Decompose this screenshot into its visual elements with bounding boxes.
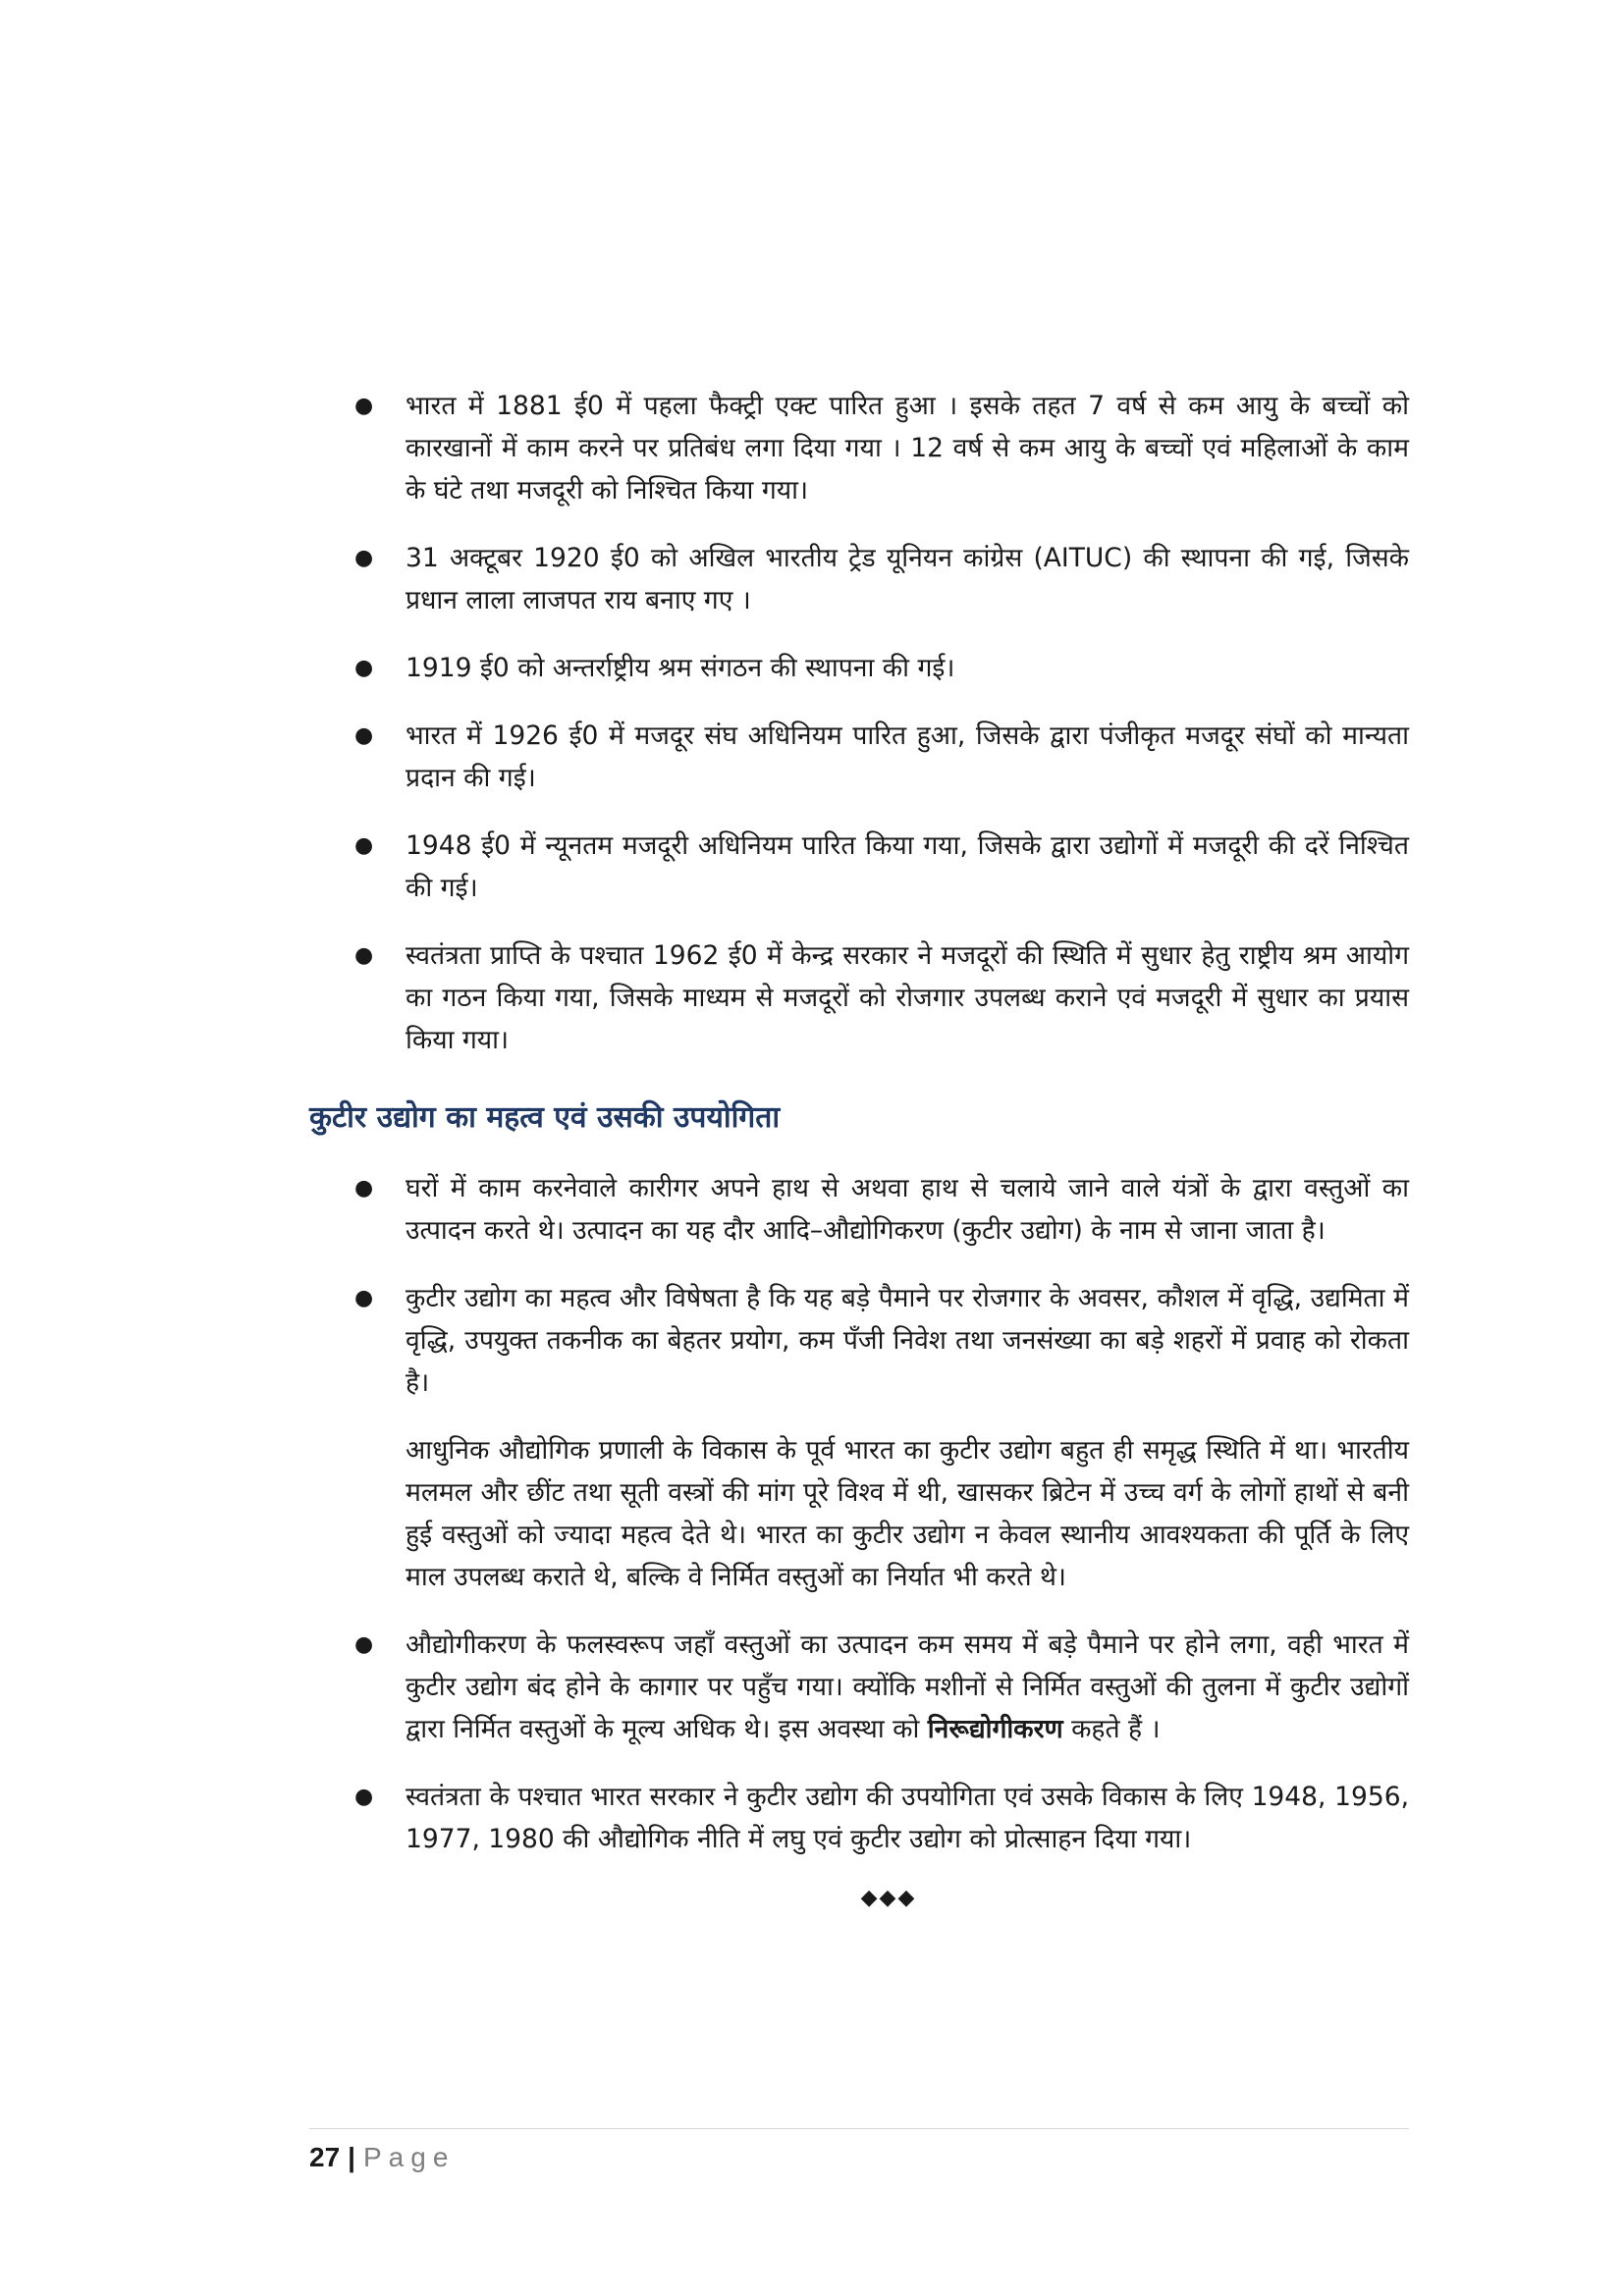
cottage-industry-list bbox=[309, 1167, 1409, 1860]
bullet-icon: ● bbox=[354, 546, 374, 570]
section-separator: ◆◆◆ bbox=[860, 1886, 917, 1910]
labour-law-list bbox=[309, 385, 1409, 1061]
key-term: निरूद्योगीकरण bbox=[927, 1714, 1063, 1744]
list-item: ● स्वतंत्रता प्राप्ति के पश्चात 1962 ई0 में केन्द्र सरकार ने मजदूरों की स्थिति में सुधार हेतु राष्ट्रीय श्रम आयोग का गठन किया गया, जिसके माध्यम से मजदूरों को रोजगार उपलब्ध कराने एवं मजदूरी में सुधार का प्रयास किया गया। bbox=[309, 934, 1409, 1061]
list-item: ● 1919 ई0 को अन्तर्राष्ट्रीय श्रम संगठन की स्थापना की गई। bbox=[309, 647, 1409, 689]
list-item: ● कुटीर उद्योग का महत्व और विषेषता है कि यह बड़े पैमाने पर रोजगार के अवसर, कौशल में वृद्धि, उद्यमिता में वृद्धि, उपयुक्त तकनीक का बेहतर प्रयोग, कम पँजी निवेश तथा जनसंख्या का बड़े शहरों में प्रवाह को रोकता है। आधुनिक औद्योगिक प्रणाली के विकास के पूर्व भारत का कुटीर उद्योग बहुत ही समृद्ध स्थिति में था। भारतीय मलमल और छींट तथा सूती वस्त्रों की मांग पूरे विश्व में थी, खासकर ब्रिटेन में उच्च वर्ग के लोगों हाथों से बनी हुई वस्तुओं को ज्यादा महत्व देते थे। भारत का कुटीर उद्योग न केवल स्थानीय आवश्यकता की पूर्ति के लिए माल उपलब्ध कराते थे, बल्कि वे निर्मित वस्तुओं का निर्यात भी करते थे। bbox=[309, 1277, 1409, 1598]
list-item: ● औद्योगीकरण के फलस्वरूप जहाँ वस्तुओं का उत्पादन कम समय में बड़े पैमाने पर होने लगा, वही भारत में कुटीर उद्योग बंद होने के कागार पर पहुँच गया। क्योंकि मशीनों से निर्मित वस्तुओं की तुलना में कुटीर उद्योगों द्वारा निर्मित वस्तुओं के मूल्य अधिक थे। इस अवस्था को निरूद्योगीकरण कहते हैं । bbox=[309, 1624, 1409, 1750]
list-item: ● भारत में 1926 ई0 में मजदूर संघ अधिनियम पारित हुआ, जिसके द्वारा पंजीकृत मजदूर संघों को मान्यता प्रदान की गई। bbox=[309, 715, 1409, 799]
page-number: 27 bbox=[309, 2142, 341, 2172]
bullet-icon: ● bbox=[354, 1176, 374, 1201]
bullet-icon: ● bbox=[354, 723, 374, 748]
bullet-icon: ● bbox=[354, 394, 374, 418]
bullet-icon: ● bbox=[354, 1632, 374, 1657]
footer-divider bbox=[309, 2128, 1409, 2129]
list-item: ● भारत में 1881 ई0 में पहला फैक्ट्री एक्ट पारित हुआ । इसके तहत 7 वर्ष से कम आयु के बच्चों को कारखानों में काम करने पर प्रतिबंध लगा दिया गया । 12 वर्ष से कम आयु के बच्चों एवं महिलाओं के काम के घंटे तथा मजदूरी को निश्चित किया गया। bbox=[309, 385, 1409, 511]
page-footer bbox=[309, 2140, 455, 2175]
section-heading: कुटीर उद्योग का महत्व एवं उसकी उपयोगिता bbox=[309, 1100, 781, 1135]
list-item: ● 1948 ई0 में न्यूनतम मजदूरी अधिनियम पारित किया गया, जिसके द्वारा उद्योगों में मजदूरी की दरें निश्चित की गई। bbox=[309, 825, 1409, 909]
bullet-icon: ● bbox=[354, 1785, 374, 1809]
page-label: Page bbox=[363, 2142, 456, 2172]
list-item: ● घरों में काम करनेवाले कारीगर अपने हाथ से अथवा हाथ से चलाये जाने वाले यंत्रों के द्वारा वस्तुओं का उत्पादन करते थे। उत्पादन का यह दौर आदि–औद्योगिकरण (कुटीर उद्योग) के नाम से जाना जाता है। bbox=[309, 1167, 1409, 1252]
list-item: ● 31 अक्टूबर 1920 ई0 को अखिल भारतीय ट्रेड यूनियन कांग्रेस (AITUC) की स्थापना की गई, जिसके प्रधान लाला लाजपत राय बनाए गए । bbox=[309, 537, 1409, 621]
bullet-icon: ● bbox=[354, 833, 374, 858]
body-paragraph: आधुनिक औद्योगिक प्रणाली के विकास के पूर्व भारत का कुटीर उद्योग बहुत ही समृद्ध स्थिति में था। भारतीय मलमल और छींट तथा सूती वस्त्रों की मांग पूरे विश्व में थी, खासकर ब्रिटेन में उच्च वर्ग के लोगों हाथों से बनी हुई वस्तुओं को ज्यादा महत्व देते थे। भारत का कुटीर उद्योग न केवल स्थानीय आवश्यकता की पूर्ति के लिए माल उपलब्ध कराते थे, बल्कि वे निर्मित वस्तुओं का निर्यात भी करते थे। bbox=[406, 1435, 1409, 1592]
bullet-icon: ● bbox=[354, 1286, 374, 1310]
page-content bbox=[309, 385, 1409, 1910]
bullet-icon: ● bbox=[354, 943, 374, 968]
footer-separator: | bbox=[348, 2142, 355, 2172]
list-item: ● स्वतंत्रता के पश्चात भारत सरकार ने कुटीर उद्योग की उपयोगिता एवं उसके विकास के लिए 1948, 1956, 1977, 1980 की औद्योगिक नीति में लघु एवं कुटीर उद्योग को प्रोत्साहन दिया गया। bbox=[309, 1776, 1409, 1860]
bullet-icon: ● bbox=[354, 656, 374, 680]
